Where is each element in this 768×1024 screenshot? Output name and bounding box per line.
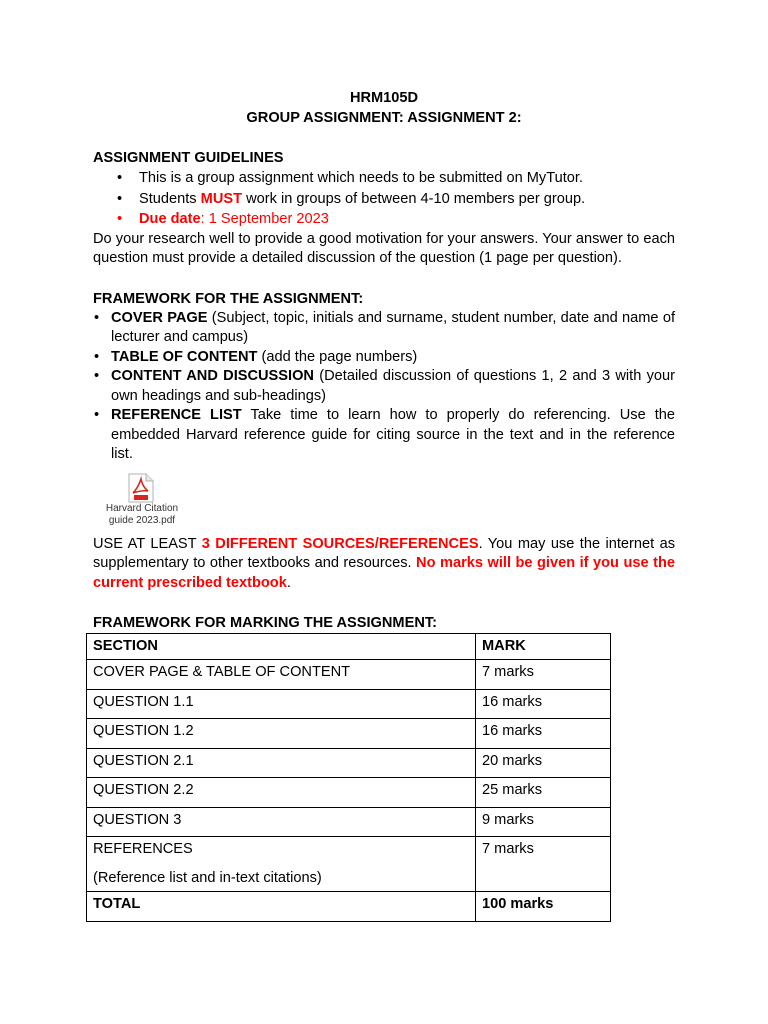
marking-table: [86, 633, 611, 922]
section-column-header: SECTION: [87, 634, 476, 660]
framework-heading: FRAMEWORK FOR THE ASSIGNMENT:: [93, 290, 364, 307]
must-emphasis: MUST: [200, 190, 243, 207]
guideline-due-date: • Due date: 1 September 2023: [117, 209, 675, 230]
guidelines-list: [93, 168, 675, 230]
research-paragraph: Do your research well to provide a good motivation for your answers. Your answer to each question must provide a detailed discussion of the question (1 page per question).: [93, 230, 675, 266]
table-row: QUESTION 3 9 marks: [87, 807, 611, 837]
table-row: QUESTION 1.2 16 marks: [87, 719, 611, 749]
table-header-row: [87, 634, 611, 660]
table-row: QUESTION 1.1 16 marks: [87, 689, 611, 719]
framework-item: • TABLE OF CONTENT (add the page numbers): [111, 348, 675, 368]
references-row: [87, 837, 611, 892]
harvard-guide-attachment[interactable]: [103, 473, 183, 535]
assignment-title: GROUP ASSIGNMENT: ASSIGNMENT 2:: [246, 110, 522, 126]
table-row: QUESTION 2.2 25 marks: [87, 778, 611, 808]
references-mark: 7 marks: [476, 837, 611, 892]
course-code: HRM105D: [349, 90, 419, 106]
document-page: [93, 88, 675, 922]
marking-heading: FRAMEWORK FOR MARKING THE ASSIGNMENT:: [93, 615, 438, 631]
table-row: QUESTION 2.1 20 marks: [87, 748, 611, 778]
framework-item: • CONTENT AND DISCUSSION (Detailed discussion of questions 1, 2 and 3 with your own headings and sub-headings): [111, 367, 675, 406]
framework-item: • COVER PAGE (Subject, topic, initials and surname, student number, date and name of lecturer and campus): [111, 309, 675, 348]
table-row: COVER PAGE & TABLE OF CONTENT 7 marks: [87, 660, 611, 690]
guidelines-heading: ASSIGNMENT GUIDELINES: [93, 150, 284, 166]
framework-item: • REFERENCE LIST Take time to learn how to properly do referencing. Use the embedded Harvard reference guide for citing source in the text and in the reference list.: [111, 406, 675, 465]
total-row: [87, 892, 611, 922]
mark-column-header: MARK: [476, 634, 611, 660]
references-note: (Reference list and in-text citations): [93, 870, 322, 886]
references-label: REFERENCES: [93, 841, 193, 857]
guideline-submission: • This is a group assignment which needs to be submitted on MyTutor.: [117, 168, 675, 189]
total-label: TOTAL: [87, 892, 476, 922]
attachment-caption: Harvard Citation guide 2023.pdf: [105, 502, 179, 526]
sources-paragraph: USE AT LEAST 3 DIFFERENT SOURCES/REFERENCES. You may use the internet as supplementary to other textbooks and resources. No marks will be given if you use the current prescribed textbook.: [93, 535, 675, 591]
framework-list: [93, 309, 675, 465]
guideline-groups: • Students MUST work in groups of between 4-10 members per group.: [117, 189, 675, 210]
textbook-warning: No marks will be given if you use the current prescribed textbook: [93, 555, 675, 591]
sources-emphasis: 3 DIFFERENT SOURCES/REFERENCES: [201, 535, 479, 552]
total-mark: 100 marks: [476, 892, 611, 922]
pdf-file-icon: [128, 473, 154, 503]
